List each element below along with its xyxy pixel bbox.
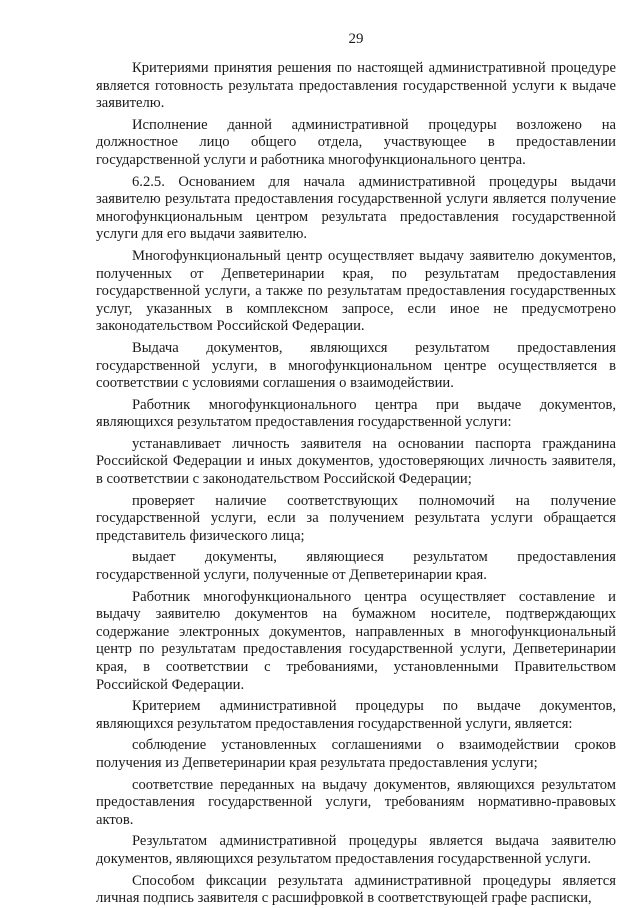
page-number: 29 <box>348 31 364 47</box>
document-body <box>96 60 616 908</box>
paragraph: Критериями принятия решения по настоящей административной процедуре является готовность результата предоставления государственной услуги к выдаче заявителю. <box>96 60 616 112</box>
paragraph: Работник многофункционального центра при выдаче документов, являющихся результатом предоставления государственной услуги: <box>96 396 616 431</box>
paragraph: выдает документы, являющиеся результатом предоставления государственной услуги, полученные от Депветеринарии края. <box>96 549 616 584</box>
paragraph: 6.2.5. Основанием для начала административной процедуры выдачи заявителю результата предоставления государственной услуги является получение многофункциональным центром результата предоставления государственной услуги для его выдачи заявителю. <box>96 173 616 243</box>
paragraph: Критерием административной процедуры по выдаче документов, являющихся результатом предоставления государственной услуги, является: <box>96 698 616 732</box>
paragraph: соблюдение установленных соглашениями о взаимодействии сроков получения из Депветеринарии края результата предоставления услуги; <box>96 737 616 771</box>
paragraph: проверяет наличие соответствующих полномочий на получение государственной услуги, если за получением результата услуги обращается представитель физического лица; <box>96 492 616 544</box>
paragraph: устанавливает личность заявителя на основании паспорта гражданина Российской Федерации и иных документов, удостоверяющих личность заявителя, в соответствии с законодательством Российской Федерации; <box>96 435 616 488</box>
paragraph: Результатом административной процедуры является выдача заявителю документов, являющихся результатом предоставления государственной услуги. <box>96 833 616 867</box>
paragraph: Работник многофункционального центра осуществляет составление и выдачу заявителю документов на бумажном носителе, подтверждающих содержание электронных документов, направленных в многофункциональный центр по результатам предоставления государственной услуги, Депветеринарии края, в соответствии с требованиями, установленными Правительством Российской Федерации. <box>96 588 616 693</box>
paragraph: Многофункциональный центр осуществляет выдачу заявителю документов, полученных от Депветеринарии края, по результатам предоставления государственной услуги, а также по результатам предоставления государственных услуг, указанных в комплексном запросе, если иное не предусмотрено законодательством Российской Федерации. <box>96 247 616 335</box>
paragraph: Выдача документов, являющихся результатом предоставления государственной услуги, в многофункциональном центре осуществляется в соответствии с условиями соглашения о взаимодействии. <box>96 339 616 392</box>
paragraph: соответствие переданных на выдачу документов, являющихся результатом предоставления государственной услуги, требованиям нормативно-правовых актов. <box>96 776 616 828</box>
paragraph: Исполнение данной административной процедуры возложено на должностное лицо общего отдела, участвующее в предоставлении государственной услуги и работника многофункционального центра. <box>96 116 616 168</box>
paragraph: Способом фиксации результата административной процедуры является личная подпись заявителя с расшифровкой в соответствующей графе расписки, <box>96 872 616 907</box>
